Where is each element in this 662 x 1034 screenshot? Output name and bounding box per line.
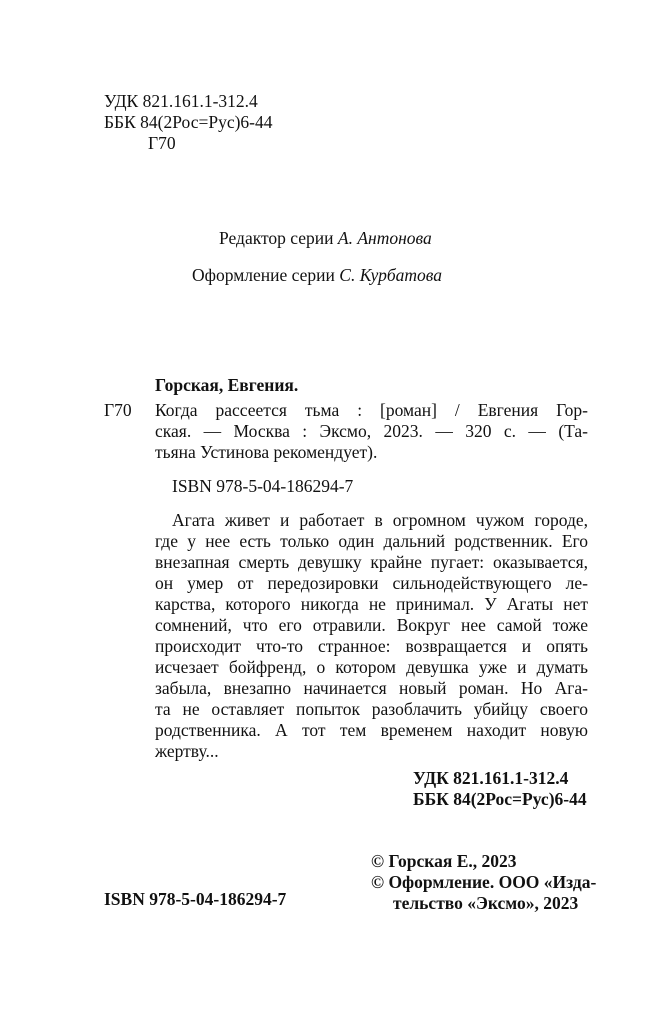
annotation-line: он умер от передозировки сильнодействующего ле- (155, 573, 588, 593)
annotation-line: где у нее есть только один дальний родственник. Его (155, 531, 588, 551)
series-design-line (192, 265, 442, 286)
bib-code: Г70 (104, 400, 132, 420)
udk-bottom: УДК 821.161.1-312.4 (413, 768, 569, 788)
copyright-publisher: тельство «Эксмо», 2023 (393, 893, 579, 913)
copyright-design: © Оформление. ООО «Изда- (371, 872, 597, 892)
series-design-role: Оформление серии (192, 265, 335, 285)
annotation-line: забыла, внезапно начинается новый роман. Но Ага- (155, 678, 588, 698)
annotation-line: карства, которого никогда не принимал. У Агаты нет (155, 594, 588, 614)
annotation (155, 510, 588, 762)
bib-desc-line: Когда рассеется тьма : [роман] / Евгения Гор- (155, 400, 588, 420)
bib-isbn: ISBN 978-5-04-186294-7 (172, 476, 354, 496)
annotation-line: сомнений, что его отравили. Вокруг нее самой тоже (155, 615, 588, 635)
annotation-line: та не оставляет попыток разоблачить убийцу своего (155, 699, 588, 719)
annotation-line: исчезает бойфренд, о котором девушка уже и думать (155, 657, 588, 677)
bbk-top: ББК 84(2Рос=Рус)6-44 (104, 112, 273, 132)
annotation-line: Агата живет и работает в огромном чужом городе, (172, 510, 588, 530)
udk-top: УДК 821.161.1-312.4 (104, 91, 258, 111)
annotation-line: жертву... (155, 741, 219, 761)
series-design-name: С. Курбатова (339, 265, 443, 285)
annotation-line: происходит что-то странное: возвращается и опять (155, 636, 588, 656)
annotation-line: внезапная смерть девушку крайне пугает: оказывается, (155, 552, 588, 572)
copyright-author: © Горская Е., 2023 (371, 851, 517, 871)
annotation-line: родственника. А тот тем временем находит новую (155, 720, 588, 740)
series-editor-line (219, 228, 432, 249)
series-editor-role: Редактор серии (219, 228, 334, 248)
footer-isbn: ISBN 978-5-04-186294-7 (104, 889, 287, 909)
series-editor-name: А. Антонова (337, 228, 432, 248)
bib-description (155, 400, 588, 463)
bib-desc-line: тьяна Устинова рекомендует). (155, 442, 378, 462)
author-code-top: Г70 (148, 133, 176, 153)
bbk-bottom: ББК 84(2Рос=Рус)6-44 (413, 789, 587, 809)
bib-author: Горская, Евгения. (155, 375, 299, 395)
bib-desc-line: ская. — Москва : Эксмо, 2023. — 320 с. — (Та- (155, 421, 588, 441)
